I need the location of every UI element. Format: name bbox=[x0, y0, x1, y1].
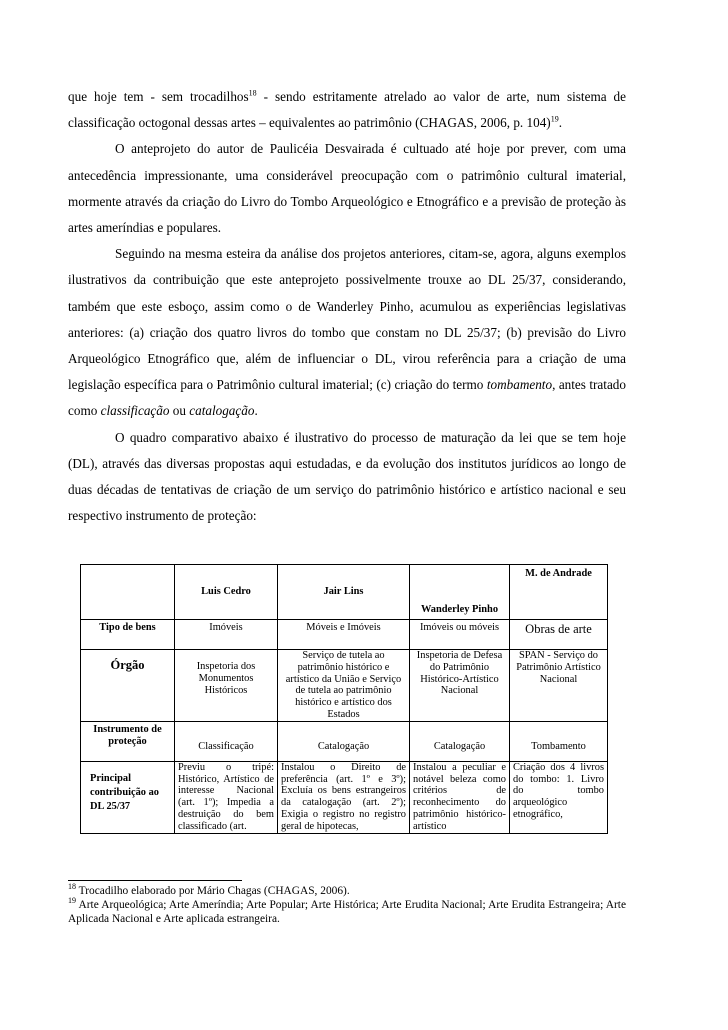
table-row bbox=[81, 650, 608, 722]
table-row bbox=[81, 761, 608, 833]
table-cell: Serviço de tutela ao patrimônio histórico e artístico da União e Serviço de tutela ao patrimônio histórico e artístico dos Estados bbox=[278, 650, 410, 722]
table-cell: Tombamento bbox=[510, 721, 608, 761]
table-cell: Obras de arte bbox=[510, 620, 608, 650]
table-header-row bbox=[81, 565, 608, 620]
table-cell: Instalou a peculiar e notável beleza como critérios de reconhecimento do patrimônio histórico-artístico bbox=[410, 761, 510, 833]
paragraph-1: que hoje tem - sem trocadilhos$^{18}$ - sendo estritamente atrelado ao valor de arte, num sistema de classificação octogonal dessas artes – equivalentes ao patrimônio (CHAGAS, 2006, p. 104)$^{19}$. bbox=[68, 88, 626, 131]
footnote-19: $^{19}$ Arte Arqueológica; Arte Ameríndia; Arte Popular; Arte Histórica; Arte Erudita Nacional; Arte Erudita Estrangeira; Arte Aplicada Nacional e Arte aplicada estrangeira. bbox=[68, 896, 627, 925]
table-header-m-de-andrade: M. de Andrade bbox=[510, 565, 608, 620]
table-cell: Inspetoria de Defesa do Patrimônio Histórico-Artístico Nacional bbox=[410, 650, 510, 722]
comparison-table bbox=[80, 564, 608, 834]
table-cell: Imóveis bbox=[175, 620, 278, 650]
paragraph-4: O quadro comparativo abaixo é ilustrativo do processo de maturação da lei que se tem hoje (DL), através das diversas propostas aqui estudadas, e da evolução dos institutos jurídicos ao longo de duas décadas de tentativas de criação de um serviço do patrimônio histórico e artístico nacional e seu respectivo instrumento de proteção: bbox=[68, 429, 626, 524]
row-label-orgao: Órgão bbox=[81, 650, 175, 722]
table-cell: SPAN - Serviço do Patrimônio Artístico Nacional bbox=[510, 650, 608, 722]
table-row bbox=[81, 620, 608, 650]
term-classificacao: classificação bbox=[100, 403, 170, 419]
table-header-empty bbox=[81, 565, 175, 620]
paragraph-2: O anteprojeto do autor de Paulicéia Desvairada é cultuado até hoje por prever, com uma antecedência impressionante, uma considerável preocupação com o patrimônio cultural imaterial, mormente através da criação do Livro do Tombo Arqueológico e Etnográfico e a previsão de proteção às artes ameríndias e populares. bbox=[68, 141, 626, 236]
table-cell: Instalou o Direito de preferência (art. 1º e 3º); Excluía os bens estrangeiros da catalogação (art. 2º); Exigia o registro no registro geral de hipotecas, bbox=[278, 761, 410, 833]
footnote-18: $^{18}$ Trocadilho elaborado por Mário Chagas (CHAGAS, 2006). bbox=[68, 882, 350, 897]
table-cell: Inspetoria dos Monumentos Históricos bbox=[175, 650, 278, 722]
paragraph-3: Seguindo na mesma esteira da análise dos projetos anteriores, citam-se, agora, alguns exemplos ilustrativos da contribuição que este anteprojeto possivelmente trouxe ao DL 25/37, considerando, também que este esboço, assim como o de Wanderley Pinho, acumulou as experiências legislativas anteriores: (a) criação dos quatro livros do tombo que constam no DL 25/37; (b) previsão do Livro Arqueológico Etnográfico que, além de influenciar o DL, virou referência para a criação de uma legislação específica para o Patrimônio cultural imaterial; (c) criação do termo tombamento, antes tratado como classificação ou catalogação. bbox=[68, 246, 626, 419]
table-header-jair-lins: Jair Lins bbox=[278, 565, 410, 620]
term-tombamento: tombamento bbox=[486, 377, 553, 393]
table-cell: Previu o tripé: Histórico, Artístico de interesse Nacional (art. 1º); Impedia a destruição do bem classificado (art. bbox=[175, 761, 278, 833]
table-cell: Classificação bbox=[175, 721, 278, 761]
table-cell: Catalogação bbox=[278, 721, 410, 761]
table-cell: Móveis e Imóveis bbox=[278, 620, 410, 650]
table-cell: Catalogação bbox=[410, 721, 510, 761]
table-cell: Criação dos 4 livros do tombo: 1. Livro do tombo arqueológico etnográfico, bbox=[510, 761, 608, 833]
footnote-divider bbox=[68, 880, 242, 881]
body-text bbox=[68, 84, 626, 529]
footnotes bbox=[68, 882, 627, 927]
term-catalogacao: catalogação bbox=[189, 403, 255, 419]
table-row bbox=[81, 721, 608, 761]
footnote-ref-19[interactable]: 19 bbox=[550, 114, 559, 124]
row-label-instrumento: Instrumento de proteção bbox=[81, 721, 175, 761]
table-cell: Imóveis ou móveis bbox=[410, 620, 510, 650]
table-header-wanderley-pinho: Wanderley Pinho bbox=[410, 565, 510, 620]
footnote-ref-18[interactable]: 18 bbox=[248, 88, 257, 98]
row-label-contribuicao: Principal contribuição ao DL 25/37 bbox=[81, 761, 175, 833]
table-header-luis-cedro: Luis Cedro bbox=[175, 565, 278, 620]
row-label-tipo-de-bens: Tipo de bens bbox=[81, 620, 175, 650]
